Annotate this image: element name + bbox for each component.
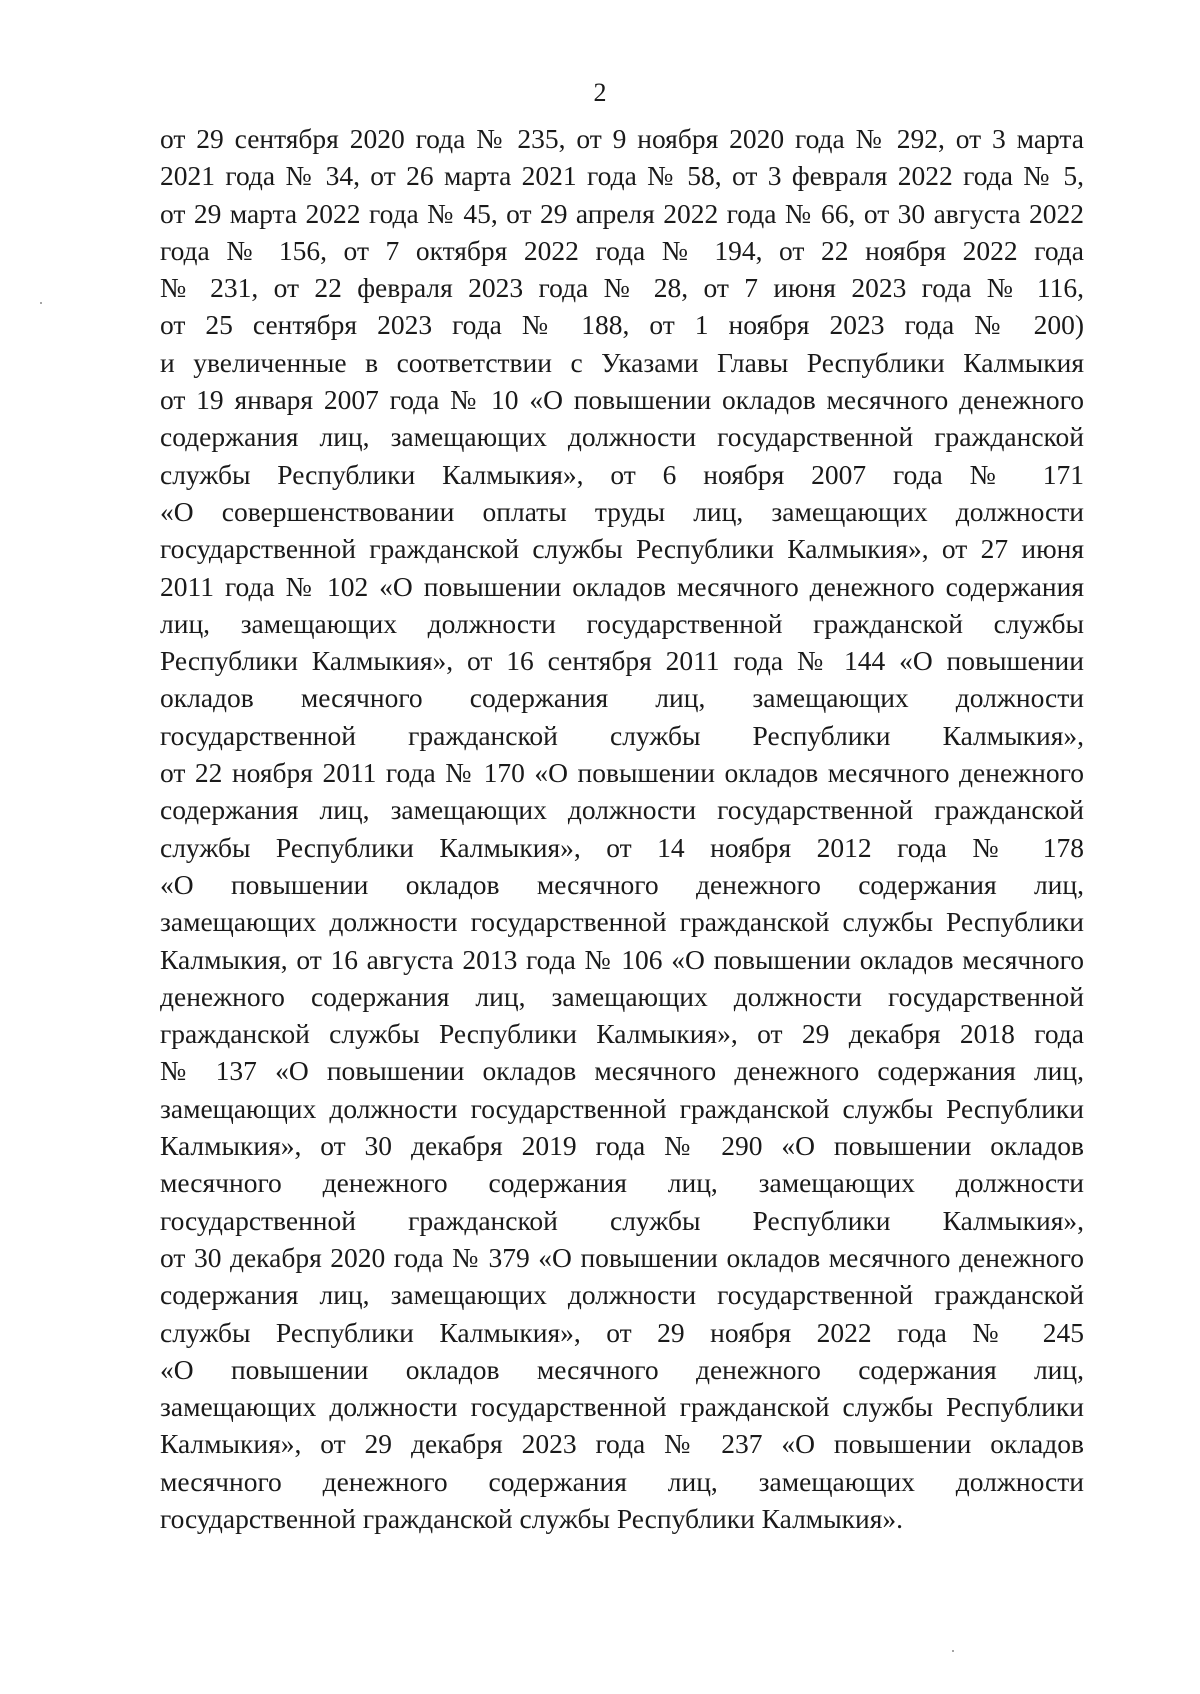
scan-speck	[952, 1650, 954, 1652]
text-line: службы Республики Калмыкия», от 6 ноября 2007 года № 171	[160, 458, 1084, 490]
text-line: гражданской службы Республики Калмыкия», от 29 декабря 2018 года	[160, 1018, 1084, 1050]
text-line: замещающих должности государственной гражданской службы Республики	[160, 906, 1084, 938]
text-line: месячного денежного содержания лиц, замещающих должности	[160, 1465, 1084, 1497]
text-line: государственной гражданской службы Республики Калмыкия».	[160, 1502, 904, 1534]
text-line: замещающих должности государственной гражданской службы Республики	[160, 1092, 1084, 1124]
text-line: от 25 сентября 2023 года № 188, от 1 ноября 2023 года № 200)	[160, 309, 1084, 341]
text-line: лиц, замещающих должности государственной гражданской службы	[160, 607, 1084, 639]
text-line: месячного денежного содержания лиц, замещающих должности	[160, 1167, 1084, 1199]
text-line: службы Республики Калмыкия», от 29 ноября 2022 года № 245	[160, 1316, 1084, 1348]
text-line: окладов месячного содержания лиц, замещающих должности	[160, 682, 1084, 714]
text-line: № 231, от 22 февраля 2023 года № 28, от 7 июня 2023 года № 116,	[160, 272, 1084, 304]
scan-speck	[40, 302, 42, 304]
text-line: от 29 марта 2022 года № 45, от 29 апреля 2022 года № 66, от 30 августа 2022	[160, 197, 1084, 229]
text-line: от 29 сентября 2020 года № 235, от 9 ноября 2020 года № 292, от 3 марта	[160, 123, 1084, 154]
text-line: от 30 декабря 2020 года № 379 «О повышении окладов месячного денежного	[160, 1241, 1084, 1273]
text-line: от 19 января 2007 года № 10 «О повышении окладов месячного денежного	[160, 384, 1084, 416]
text-line: замещающих должности государственной гражданской службы Республики	[160, 1391, 1084, 1423]
text-line: «О повышении окладов месячного денежного содержания лиц,	[160, 868, 1084, 900]
text-line: Калмыкия», от 30 декабря 2019 года № 290 «О повышении окладов	[160, 1130, 1084, 1162]
text-line: государственной гражданской службы Республики Калмыкия»,	[160, 1204, 1084, 1236]
text-line: «О повышении окладов месячного денежного содержания лиц,	[160, 1353, 1084, 1385]
text-line: года № 156, от 7 октября 2022 года № 194, от 22 ноября 2022 года	[160, 234, 1084, 266]
text-line: содержания лиц, замещающих должности государственной гражданской	[160, 421, 1084, 453]
text-line: Калмыкия», от 29 декабря 2023 года № 237 «О повышении окладов	[160, 1428, 1084, 1460]
text-line: № 137 «О повышении окладов месячного денежного содержания лиц,	[160, 1055, 1084, 1087]
text-line: содержания лиц, замещающих должности государственной гражданской	[160, 1279, 1084, 1311]
text-line: 2011 года № 102 «О повышении окладов месячного денежного содержания	[160, 570, 1084, 602]
text-line: содержания лиц, замещающих должности государственной гражданской	[160, 794, 1084, 826]
text-line: и увеличенные в соответствии с Указами Главы Республики Калмыкия	[160, 346, 1084, 378]
text-line: «О совершенствовании оплаты труды лиц, замещающих должности	[160, 495, 1084, 527]
page-number: 2	[593, 78, 607, 107]
text-line: денежного содержания лиц, замещающих должности государственной	[160, 980, 1084, 1012]
text-line: службы Республики Калмыкия», от 14 ноября 2012 года № 178	[160, 831, 1084, 863]
text-line: государственной гражданской службы Республики Калмыкия»,	[160, 719, 1084, 751]
body-paragraph	[160, 120, 1084, 1537]
text-line: 2021 года № 34, от 26 марта 2021 года № 58, от 3 февраля 2022 года № 5,	[160, 160, 1084, 192]
text-line: Калмыкия, от 16 августа 2013 года № 106 «О повышении окладов месячного	[160, 943, 1084, 975]
text-line: государственной гражданской службы Республики Калмыкия», от 27 июня	[160, 533, 1084, 565]
text-line: от 22 ноября 2011 года № 170 «О повышении окладов месячного денежного	[160, 757, 1084, 789]
text-line: Республики Калмыкия», от 16 сентября 2011 года № 144 «О повышении	[160, 645, 1084, 677]
